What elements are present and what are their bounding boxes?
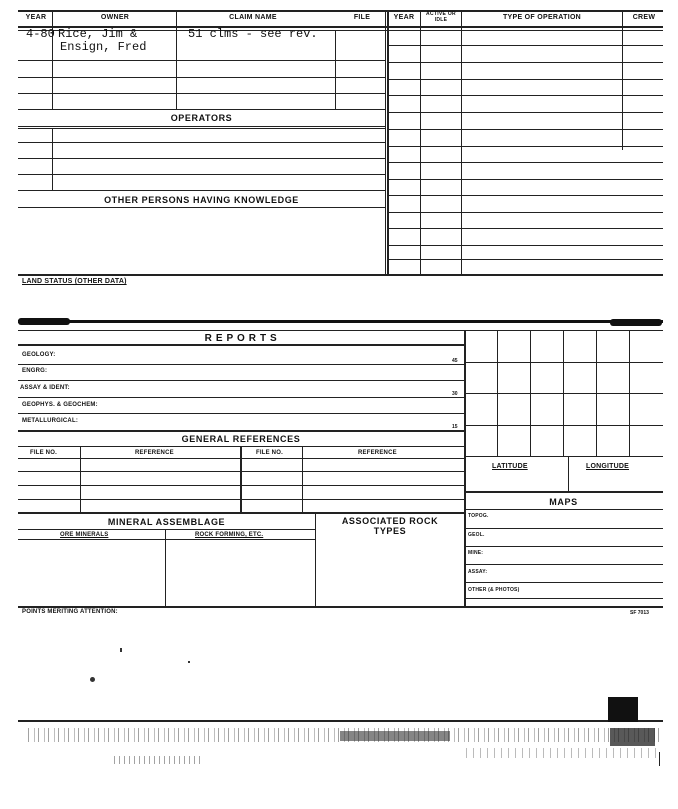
ore-minerals-header: ORE MINERALS xyxy=(60,532,109,538)
maps-assay: ASSAY: xyxy=(468,569,488,575)
reports-row-assay: ASSAY & IDENT: xyxy=(20,385,70,391)
maps-geol: GEOL. xyxy=(468,532,485,538)
general-references-title: GENERAL REFERENCES xyxy=(181,434,301,444)
maps-title: MAPS xyxy=(549,497,578,507)
maps-mine: MINE: xyxy=(468,550,484,556)
reports-num-assay: 30 xyxy=(452,391,458,397)
reports-row-geophys: GEOPHYS. & GEOCHEM: xyxy=(22,402,98,408)
latitude-label: LATITUDE xyxy=(492,463,528,470)
header-owner: OWNER xyxy=(100,14,130,21)
mineral-assemblage-title: MINERAL ASSEMBLAGE xyxy=(107,517,226,527)
header-year-2: YEAR xyxy=(393,14,415,21)
entry-year: 4-80 xyxy=(26,27,55,41)
entry-claim-name: 51 clms - see rev. xyxy=(188,27,318,41)
operators-title: OPERATORS xyxy=(170,113,233,123)
reports-row-metallurgical: METALLURGICAL: xyxy=(22,418,79,424)
gr-header-file-no-1: FILE NO. xyxy=(30,450,57,456)
maps-other: OTHER (& PHOTOS) xyxy=(468,587,520,593)
entry-owner-line1: Rice, Jim & xyxy=(58,27,138,41)
points-meriting-attention: POINTS MERITING ATTENTION: xyxy=(22,609,118,615)
gr-header-reference-2: REFERENCE xyxy=(358,450,397,456)
header-file: FILE xyxy=(353,14,371,21)
land-status-label: LAND STATUS (OTHER DATA) xyxy=(22,278,127,285)
maps-topog: TOPOG. xyxy=(468,513,489,519)
reports-num-geology: 45 xyxy=(452,358,458,364)
associated-rock-types: ASSOCIATED ROCK TYPES xyxy=(341,516,439,536)
gr-header-file-no-2: FILE NO. xyxy=(256,450,283,456)
longitude-label: LONGITUDE xyxy=(586,463,630,470)
form-number: SF 7013 xyxy=(630,610,649,616)
reports-title: R E P O R T S xyxy=(204,333,278,344)
header-type-of-operation: TYPE OF OPERATION xyxy=(502,14,582,21)
header-crew: CREW xyxy=(632,14,656,21)
header-active-or-idle: ACTIVE OR IDLE xyxy=(426,11,456,23)
reports-row-geology: GEOLOGY: xyxy=(22,352,56,358)
other-persons-title: OTHER PERSONS HAVING KNOWLEDGE xyxy=(104,195,299,205)
reports-num-metallurgical: 15 xyxy=(452,424,458,430)
rock-forming-header: ROCK FORMING, ETC. xyxy=(195,532,264,538)
gr-header-reference-1: REFERENCE xyxy=(135,450,174,456)
reports-row-engrg: ENGRG: xyxy=(22,368,48,374)
entry-owner-line2: Ensign, Fred xyxy=(60,40,147,54)
header-year: YEAR xyxy=(25,14,47,21)
header-claim-name: CLAIM NAME xyxy=(229,14,277,21)
section-divider xyxy=(18,320,663,323)
